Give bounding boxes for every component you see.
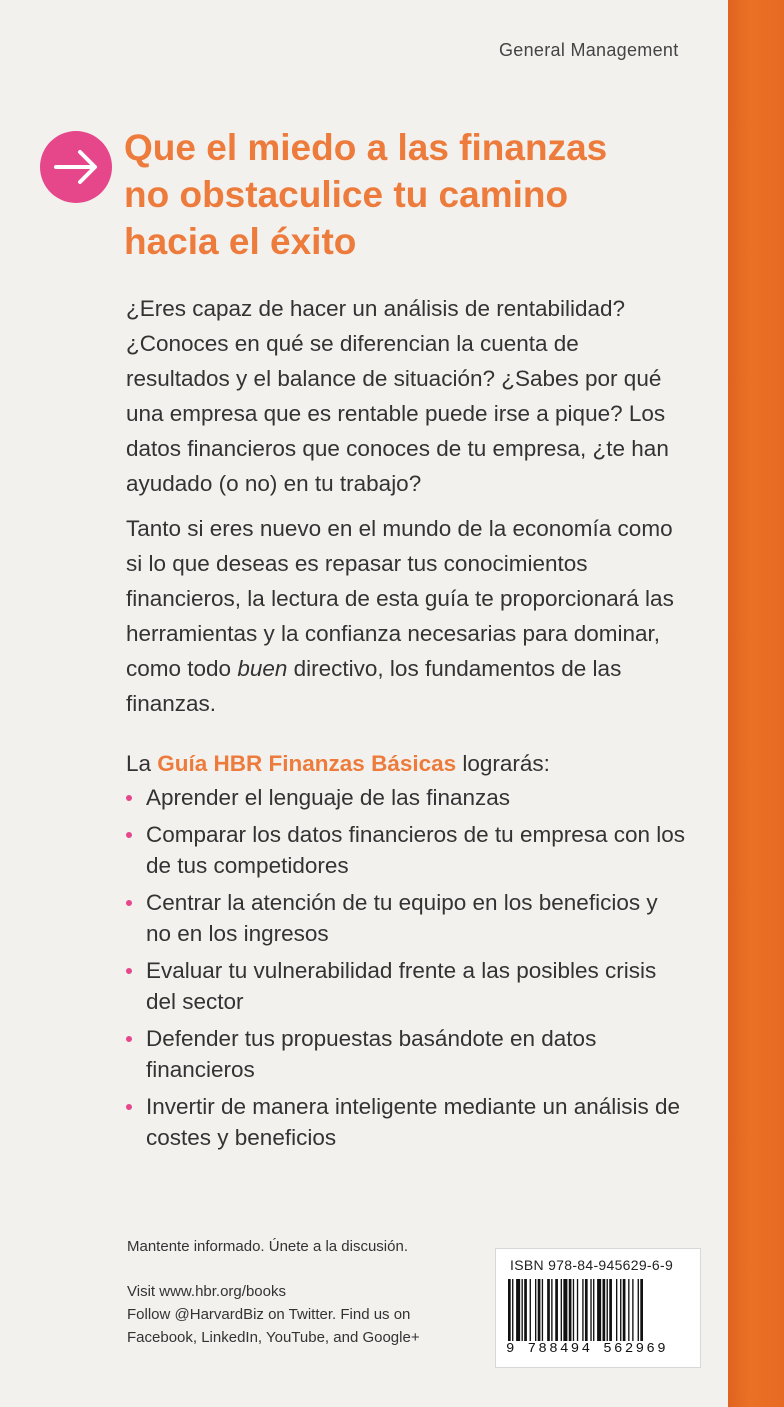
barcode-bar (638, 1279, 639, 1341)
barcode-bar (632, 1279, 633, 1341)
barcode-bar (590, 1279, 591, 1341)
barcode-bar (569, 1279, 572, 1341)
bullet-icon (126, 900, 132, 906)
bullet-icon (126, 795, 132, 801)
barcode-icon (508, 1279, 688, 1341)
benefits-intro (126, 746, 686, 781)
guide-title: Guía HBR Finanzas Básicas (157, 751, 457, 776)
barcode-bar (616, 1279, 617, 1341)
list-item-text: Invertir de manera inteligente mediante un análisis de costes y beneficios (146, 1094, 681, 1150)
barcode-bar (522, 1279, 523, 1341)
barcode-bar (609, 1279, 612, 1341)
intro-prefix: La (126, 751, 158, 776)
stay-informed-text: Mantente informado. Únete a la discusión. (127, 1238, 408, 1255)
headline-line-3: hacia el éxito (124, 221, 357, 262)
barcode-bar (530, 1279, 531, 1341)
benefits-list (126, 782, 686, 1159)
list-item-text: Centrar la atención de tu equipo en los beneficios y no en los ingresos (146, 890, 658, 946)
ean-digits: 9 788494 562969 (506, 1341, 669, 1357)
paragraph-guide-description (126, 511, 686, 721)
list-item (126, 782, 686, 813)
barcode-bar (628, 1279, 629, 1341)
barcode-bar (577, 1279, 578, 1341)
barcode-bar (535, 1279, 536, 1341)
paragraph-text-after: directivo, los fundamentos de las finanzas. (126, 656, 622, 716)
list-item (126, 887, 686, 949)
barcode-bar (516, 1279, 520, 1341)
headline (124, 124, 724, 265)
list-item-text: Evaluar tu vulnerabilidad frente a las posibles crisis del sector (146, 958, 657, 1014)
barcode-bar (508, 1279, 511, 1341)
barcode-bar (524, 1279, 527, 1341)
footer-visit-link: Visit www.hbr.org/books (127, 1283, 286, 1300)
headline-line-2: no obstaculice tu camino (124, 174, 569, 215)
bullet-icon (126, 968, 132, 974)
barcode-bar (555, 1279, 558, 1341)
barcode-bar (620, 1279, 621, 1341)
footer-social-line: Facebook, LinkedIn, YouTube, and Google+ (127, 1329, 420, 1346)
barcode-bar (582, 1279, 583, 1341)
list-item-text: Defender tus propuestas basándote en datos financieros (146, 1026, 597, 1082)
barcode-bar (561, 1279, 562, 1341)
list-item (126, 1091, 686, 1153)
barcode-bar (573, 1279, 574, 1341)
barcode-bar (640, 1279, 643, 1341)
barcode-bar (512, 1279, 513, 1341)
category-label: General Management (499, 40, 679, 60)
paragraph-emphasis: buen (237, 656, 288, 681)
paragraph-questions: ¿Eres capaz de hacer un análisis de rentabilidad? ¿Conoces en qué se diferencian la cuenta de resultados y el balance de situación? ¿Sabes por qué una empresa que es rentable puede irse a pique? Los datos financieros que conoces de tu empresa, ¿te han ayudado (o no) en tu trabajo? (126, 296, 669, 496)
list-item (126, 955, 686, 1017)
barcode-bar (542, 1279, 543, 1341)
paragraph-text-before: Tanto si eres nuevo en el mundo de la economía como si lo que deseas es repasar tus conocimientos financieros, la lectura de esta guía te proporcionará las herramientas y la confianza necesarias para dominar, como todo (126, 516, 674, 681)
barcode-bar (538, 1279, 541, 1341)
barcode-bar (547, 1279, 550, 1341)
barcode-bar (593, 1279, 594, 1341)
list-item (126, 819, 686, 881)
list-item (126, 1023, 686, 1085)
footer-twitter-line: Follow @HarvardBiz on Twitter. Find us on (127, 1306, 411, 1323)
bullet-icon (126, 832, 132, 838)
barcode-bar (551, 1279, 552, 1341)
arrow-right-icon (40, 131, 112, 203)
list-item-text: Aprender el lenguaje de las finanzas (146, 785, 510, 810)
bullet-icon (126, 1104, 132, 1110)
book-spine-stripe (728, 0, 784, 1407)
barcode-bar (563, 1279, 567, 1341)
headline-line-1: Que el miedo a las finanzas (124, 127, 608, 168)
barcode-bar (597, 1279, 601, 1341)
barcode-bar (585, 1279, 588, 1341)
barcode-panel (495, 1248, 701, 1368)
isbn-number: ISBN 978-84-945629-6-9 (510, 1257, 674, 1273)
bullet-icon (126, 1036, 132, 1042)
barcode-bar (603, 1279, 606, 1341)
barcode-bar (607, 1279, 608, 1341)
barcode-bar (623, 1279, 626, 1341)
intro-suffix: lograrás: (456, 751, 550, 776)
publisher-footer (127, 1280, 487, 1349)
list-item-text: Comparar los datos financieros de tu empresa con los de tus competidores (146, 822, 686, 878)
